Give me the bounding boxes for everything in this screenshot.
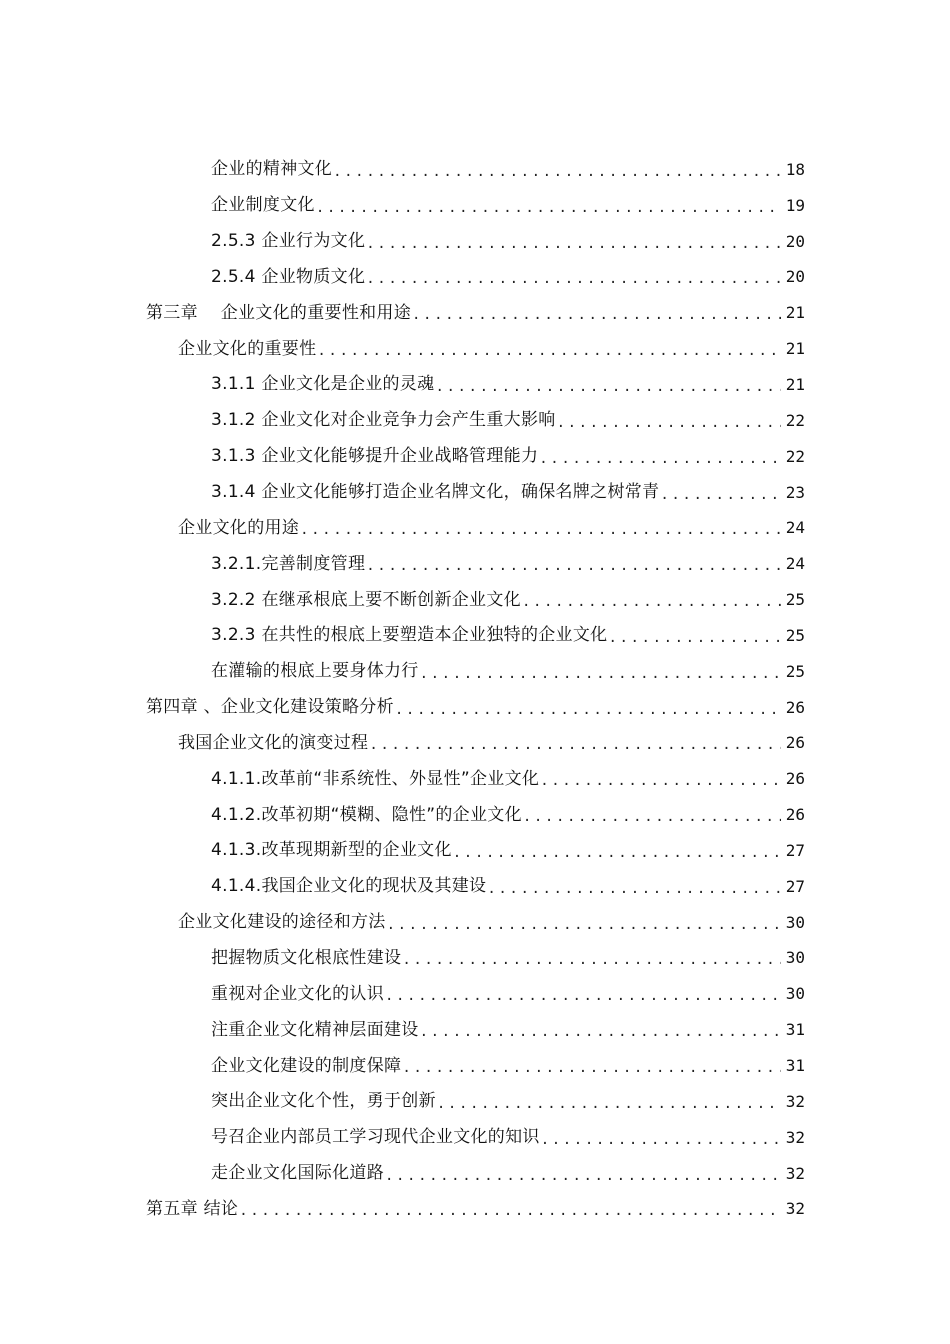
toc-dot-leader	[523, 810, 781, 824]
toc-entry[interactable]	[0, 905, 950, 941]
toc-entry-title: 号召企业内部员工学习现代企业文化的知识	[211, 1127, 540, 1148]
toc-entry-page-number: 27	[785, 840, 805, 860]
toc-entry-page-number: 26	[785, 769, 805, 789]
toc-entry-page-number: 21	[785, 303, 805, 323]
toc-entry-title: 突出企业文化个性，勇于创新	[211, 1091, 436, 1112]
toc-entry-title: 在灌输的根底上要身体力行	[211, 661, 419, 682]
toc-dot-leader	[387, 918, 781, 932]
toc-entry-page-number: 25	[785, 625, 805, 645]
toc-entry-title: 3.2.2 在继承根底上要不断创新企业文化	[211, 589, 521, 610]
toc-dot-leader	[420, 667, 781, 681]
toc-entry-page-number: 26	[785, 733, 805, 753]
toc-entry-title: 2.5.3 企业行为文化	[211, 231, 366, 252]
toc-entry-title: 把握物质文化根底性建设	[211, 947, 402, 968]
toc-entry[interactable]	[0, 260, 950, 296]
toc-entry-page-number: 31	[785, 1056, 805, 1076]
toc-entry[interactable]	[0, 1084, 950, 1120]
toc-dot-leader	[522, 595, 781, 609]
toc-dot-leader	[366, 237, 781, 251]
toc-entry-title: 3.1.1 企业文化是企业的灵魂	[211, 374, 435, 395]
toc-entry[interactable]	[0, 1156, 950, 1192]
toc-entry-page-number: 22	[785, 446, 805, 466]
toc-entry[interactable]	[0, 152, 950, 188]
toc-dot-leader	[366, 559, 781, 573]
toc-entry-title: 注重企业文化精神层面建设	[211, 1019, 419, 1040]
toc-dot-leader	[317, 344, 781, 358]
toc-dot-leader	[412, 308, 781, 322]
toc-entry[interactable]	[0, 367, 950, 403]
toc-entry-title: 重视对企业文化的认识	[211, 983, 384, 1004]
toc-entry[interactable]	[0, 726, 950, 762]
toc-entry[interactable]	[0, 1012, 950, 1048]
toc-entry-title: 企业的精神文化	[211, 159, 333, 180]
toc-dot-leader	[420, 1025, 781, 1039]
toc-entry-page-number: 26	[785, 697, 805, 717]
toc-entry-title: 企业文化的重要性	[178, 338, 317, 359]
toc-entry[interactable]	[0, 295, 950, 331]
toc-entry-page-number: 18	[785, 159, 805, 179]
toc-entry-title: 4.1.3.改革现期新型的企业文化	[211, 840, 452, 861]
toc-entry-page-number: 30	[785, 948, 805, 968]
toc-entry[interactable]	[0, 869, 950, 905]
toc-entry-title: 第四章 、企业文化建设策略分析	[146, 697, 394, 718]
toc-dot-leader	[541, 1133, 781, 1147]
toc-entry[interactable]	[0, 690, 950, 726]
toc-entry-page-number: 23	[785, 482, 805, 502]
toc-dot-leader	[539, 452, 781, 466]
toc-entry-page-number: 32	[785, 1127, 805, 1147]
toc-dot-leader	[402, 953, 781, 967]
toc-dot-leader	[366, 272, 781, 286]
toc-entry[interactable]	[0, 941, 950, 977]
toc-entry-page-number: 25	[785, 661, 805, 681]
toc-entry-title: 3.1.4 企业文化能够打造企业名牌文化，确保名牌之树常青	[211, 482, 660, 503]
toc-entry[interactable]	[0, 761, 950, 797]
toc-dot-leader	[385, 1169, 781, 1183]
toc-dot-leader	[557, 416, 781, 430]
toc-dot-leader	[369, 738, 781, 752]
toc-entry[interactable]	[0, 797, 950, 833]
toc-entry-page-number: 30	[785, 912, 805, 932]
toc-entry-title: 第五章 结论	[146, 1198, 239, 1219]
toc-entry[interactable]	[0, 439, 950, 475]
toc-entry-page-number: 32	[785, 1199, 805, 1219]
toc-dot-leader	[453, 846, 781, 860]
toc-entry-page-number: 26	[785, 805, 805, 825]
toc-entry[interactable]	[0, 582, 950, 618]
toc-entry[interactable]	[0, 546, 950, 582]
toc-dot-leader	[316, 201, 781, 215]
toc-entry-page-number: 30	[785, 984, 805, 1004]
toc-dot-leader	[300, 523, 781, 537]
toc-entry[interactable]	[0, 224, 950, 260]
toc-entry-title: 走企业文化国际化道路	[211, 1163, 384, 1184]
toc-entry-title: 3.2.3 在共性的根底上要塑造本企业独特的企业文化	[211, 625, 608, 646]
toc-entry-page-number: 24	[785, 518, 805, 538]
toc-entry-title: 3.2.1.完善制度管理	[211, 553, 366, 574]
toc-entry-title: 4.1.1.改革前“非系统性、外显性”企业文化	[211, 768, 540, 789]
toc-entry[interactable]	[0, 331, 950, 367]
toc-entry-page-number: 31	[785, 1020, 805, 1040]
toc-entry-page-number: 21	[785, 339, 805, 359]
toc-entry[interactable]	[0, 654, 950, 690]
toc-entry-page-number: 32	[785, 1163, 805, 1183]
toc-entry-title: 3.1.2 企业文化对企业竞争力会产生重大影响	[211, 410, 556, 431]
toc-entry[interactable]	[0, 510, 950, 546]
table-of-contents	[0, 152, 950, 1227]
toc-dot-leader	[239, 1204, 781, 1218]
toc-dot-leader	[437, 1097, 781, 1111]
toc-entry-page-number: 32	[785, 1091, 805, 1111]
toc-entry-title: 企业文化建设的途径和方法	[178, 912, 386, 933]
toc-entry-page-number: 20	[785, 267, 805, 287]
toc-entry[interactable]	[0, 976, 950, 1012]
toc-entry-page-number: 25	[785, 590, 805, 610]
toc-entry[interactable]	[0, 475, 950, 511]
toc-entry-page-number: 22	[785, 410, 805, 430]
toc-entry[interactable]	[0, 188, 950, 224]
toc-dot-leader	[487, 882, 781, 896]
toc-entry[interactable]	[0, 1048, 950, 1084]
toc-entry-title: 2.5.4 企业物质文化	[211, 266, 366, 287]
toc-entry-title: 3.1.3 企业文化能够提升企业战略管理能力	[211, 446, 539, 467]
toc-dot-leader	[608, 631, 781, 645]
toc-dot-leader	[660, 488, 781, 502]
toc-entry-title: 企业文化建设的制度保障	[211, 1055, 402, 1076]
toc-entry-title: 我国企业文化的演变过程	[178, 732, 369, 753]
toc-entry-page-number: 19	[785, 195, 805, 215]
toc-entry[interactable]	[0, 833, 950, 869]
toc-entry[interactable]	[0, 1120, 950, 1156]
toc-entry-page-number: 20	[785, 231, 805, 251]
toc-entry-page-number: 27	[785, 876, 805, 896]
toc-entry-title: 4.1.4.我国企业文化的现状及其建设	[211, 876, 487, 897]
toc-dot-leader	[540, 774, 781, 788]
toc-dot-leader	[385, 989, 781, 1003]
toc-entry[interactable]	[0, 1191, 950, 1227]
toc-dot-leader	[333, 165, 781, 179]
toc-entry-title: 第三章 企业文化的重要性和用途	[146, 302, 412, 323]
toc-entry-title: 企业制度文化	[211, 195, 315, 216]
toc-entry-title: 企业文化的用途	[178, 517, 300, 538]
toc-dot-leader	[402, 1061, 781, 1075]
toc-entry-page-number: 24	[785, 554, 805, 574]
toc-entry[interactable]	[0, 618, 950, 654]
toc-entry[interactable]	[0, 403, 950, 439]
toc-entry-page-number: 21	[785, 374, 805, 394]
toc-entry-title: 4.1.2.改革初期“模糊、隐性”的企业文化	[211, 804, 522, 825]
toc-dot-leader	[395, 703, 781, 717]
toc-dot-leader	[435, 380, 781, 394]
